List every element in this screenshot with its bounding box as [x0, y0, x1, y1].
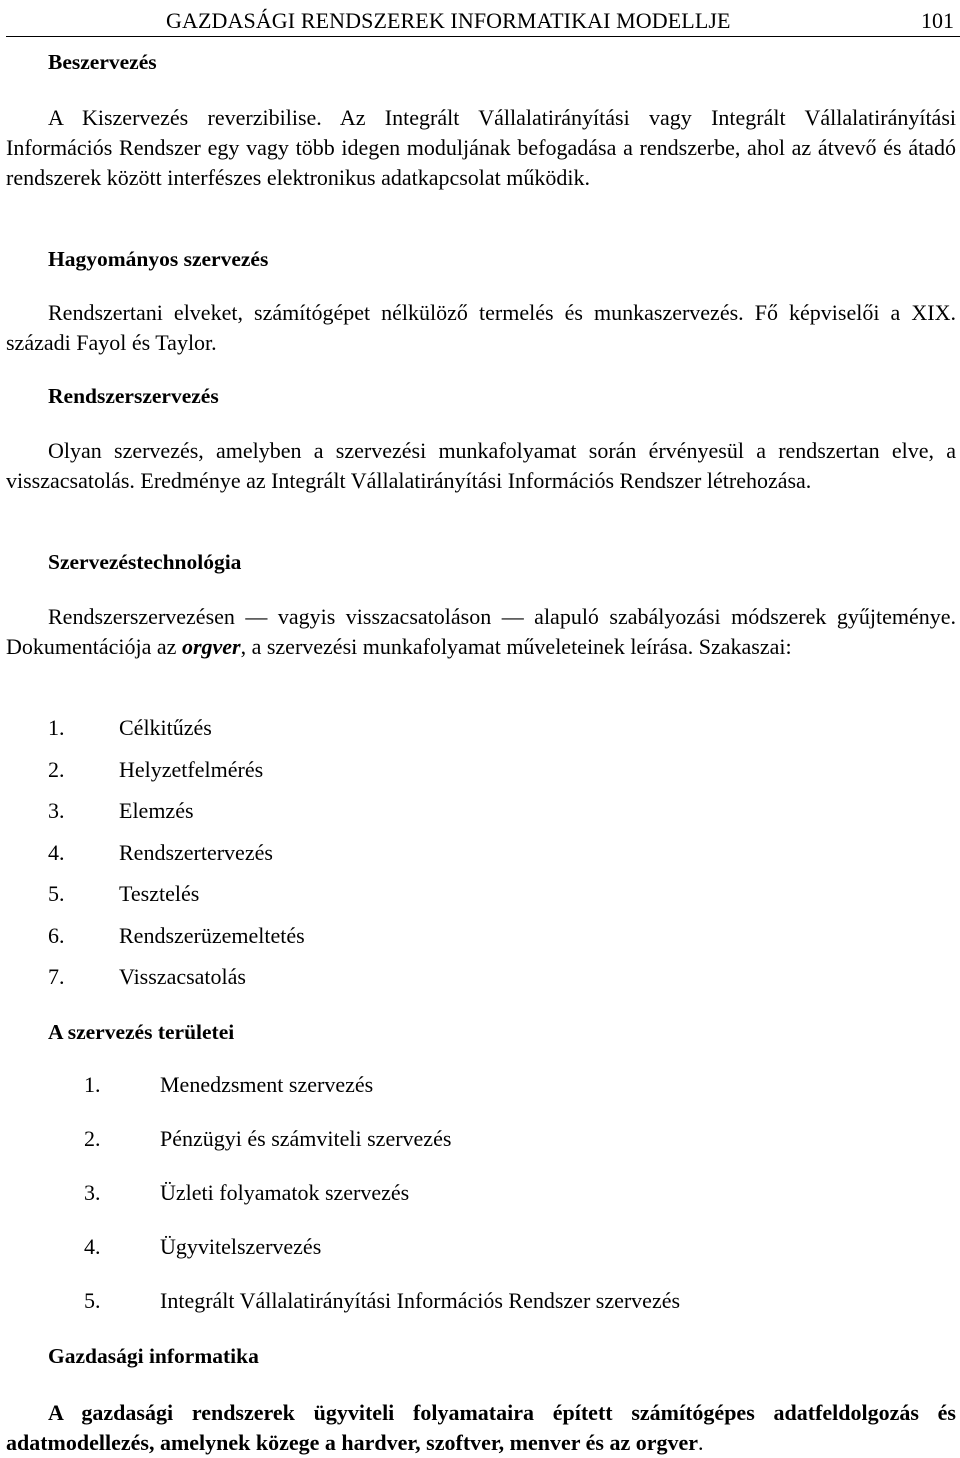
heading-szervezes-teruletei: A szervezés területei [48, 1020, 235, 1044]
list-item: 7. Visszacsatolás [48, 964, 246, 989]
list-item: 4. Ügyvitelszervezés [84, 1234, 322, 1259]
list-item: 2. Helyzetfelmérés [48, 757, 264, 782]
definition-gazdasagi-informatika [6, 1398, 956, 1458]
definition-text: A gazdasági rendszerek ügyviteli folyamataira épített számítógépes adatfeldolgozás és adatmodellezés, amelynek közege a hardver, szoftver, menver és az orgver [6, 1400, 956, 1455]
paragraph-text-start: Rendszerszervezésen — vagyis visszacsatoláson — alapuló szabályozási módszerek gyűjteménye. Dokumentációja az [6, 604, 956, 659]
page-number: 101 [921, 8, 954, 33]
page-header [6, 4, 960, 37]
paragraph-szervezestechnologia [6, 602, 956, 662]
list-item: 6. Rendszerüzemeltetés [48, 923, 305, 948]
list-item: 5. Tesztelés [48, 881, 200, 906]
heading-hagyomanyos-szervezes: Hagyományos szervezés [48, 247, 269, 271]
list-item: 3. Üzleti folyamatok szervezés [84, 1180, 410, 1205]
running-title: GAZDASÁGI RENDSZEREK INFORMATIKAI MODELLJE [166, 8, 731, 33]
paragraph-rendszerszervezes: Olyan szervezés, amelyben a szervezési munkafolyamat során érvényesül a rendszertan elve, a visszacsatolás. Eredménye az Integrált Vállalatirányítási Információs Rendszer létrehozása. [6, 438, 956, 493]
list-item: 2. Pénzügyi és számviteli szervezés [84, 1126, 452, 1151]
paragraph-text-end: , a szervezési munkafolyamat műveleteinek leírása. Szakaszai: [240, 634, 792, 659]
heading-gazdasagi-informatika: Gazdasági informatika [48, 1344, 259, 1368]
heading-szervezestechnologia: Szervezéstechnológia [48, 550, 242, 574]
orgver-term: orgver [181, 634, 241, 659]
definition-period: . [698, 1430, 704, 1455]
list-item: 3. Elemzés [48, 798, 194, 823]
paragraph-hagyomanyos-szervezes: Rendszertani elveket, számítógépet nélkülöző termelés és munkaszervezés. Fő képviselői a XIX. századi Fayol és Taylor. [6, 300, 956, 355]
list-item: 1. Menedzsment szervezés [84, 1072, 374, 1097]
list-item: 1. Célkitűzés [48, 715, 212, 740]
list-item: 5. Integrált Vállalatirányítási Információs Rendszer szervezés [84, 1288, 681, 1313]
heading-beszervezes: Beszervezés [48, 50, 157, 74]
heading-rendszerszervezes: Rendszerszervezés [48, 384, 219, 408]
list-item: 4. Rendszertervezés [48, 840, 273, 865]
paragraph-beszervezes: A Kiszervezés reverzibilise. Az Integrált Vállalatirányítási vagy Integrált Vállalatirányítási Információs Rendszer egy vagy több idegen moduljának befogadása a rendszerbe, ahol az átvevő és átadó rendszerek között interfészes elektronikus adatkapcsolat működik. [6, 105, 956, 190]
